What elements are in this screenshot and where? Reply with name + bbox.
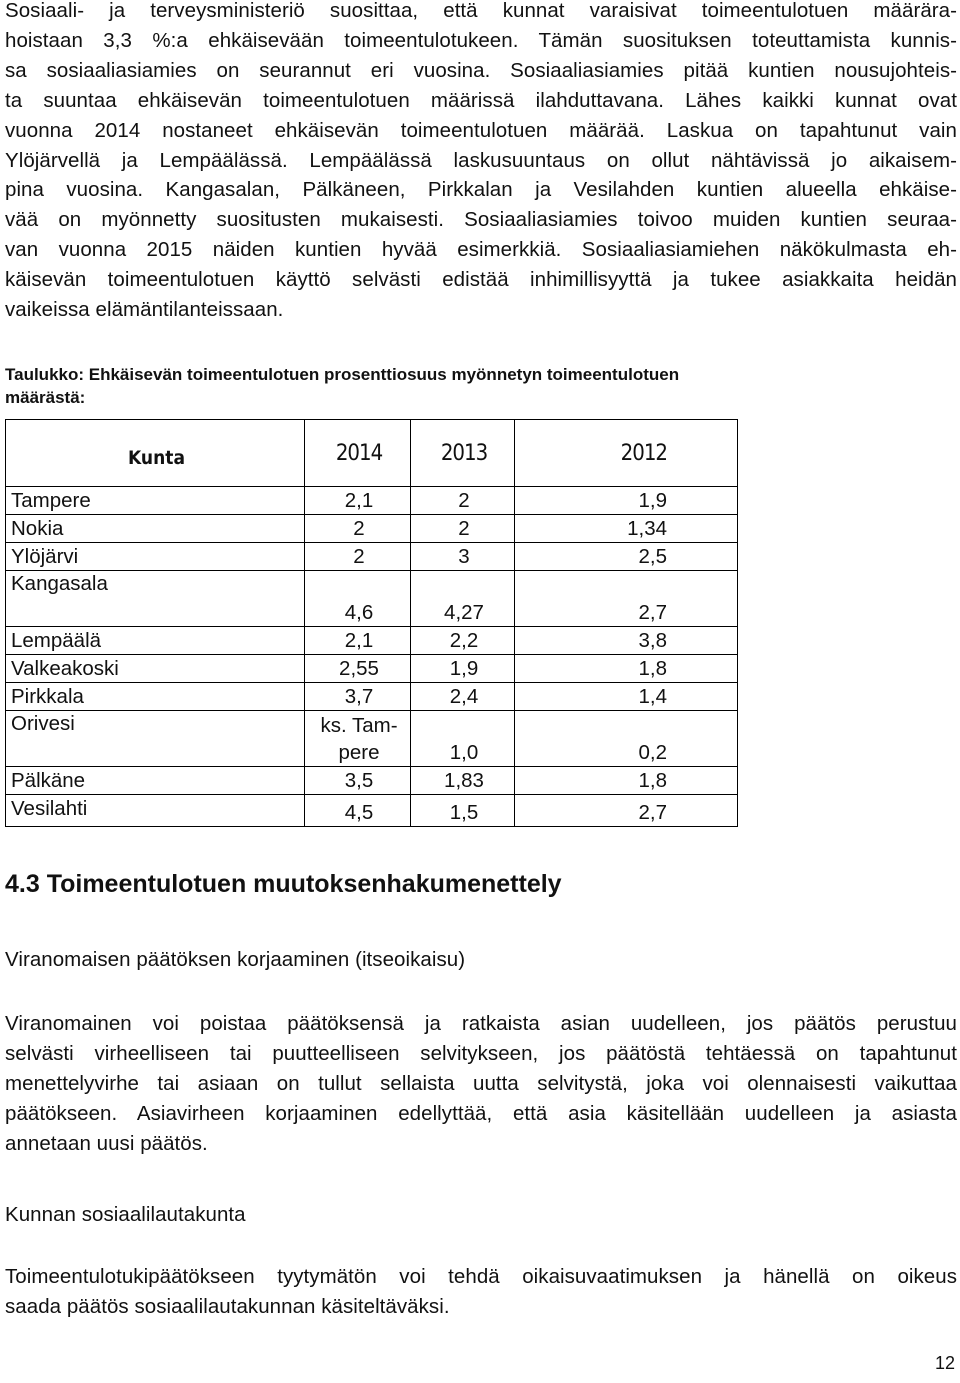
cell-2013: 2,2	[411, 627, 515, 655]
caption-line: Taulukko: Ehkäisevän toimeentulotuen prosenttiosuus myönnetyn toimeentulotuen	[5, 365, 680, 384]
cell-2013: 1,83	[411, 767, 515, 795]
cell-2013: 1,9	[411, 655, 515, 683]
cell-2012: 1,34	[515, 515, 738, 543]
cell-2014: 2,55	[305, 655, 411, 683]
cell-kunta: Tampere	[6, 487, 305, 515]
cell-2013: 2,4	[411, 683, 515, 711]
cell-2014	[305, 711, 411, 767]
cell-2012: 1,8	[515, 655, 738, 683]
table-row	[6, 655, 738, 683]
cell-2012: 3,8	[515, 627, 738, 655]
text-line: ta suuntaa ehkäisevän toimeentulotuen määrissä ilahduttavana. Lähes kaikki kunnat ovat	[5, 88, 957, 112]
cell-kunta: Nokia	[6, 515, 305, 543]
data-table-container	[5, 419, 738, 827]
table-row	[6, 571, 738, 627]
page-number: 12	[935, 1353, 956, 1373]
subheading-social-board: Kunnan sosiaalilautakunta	[5, 1203, 246, 1226]
text-line: vää on myönnetty suositusten mukaisesti. Sosiaaliasiamies toivoo muiden kuntien seuraa-	[5, 208, 957, 232]
cell-2014: 3,5	[305, 767, 411, 795]
cell-2012: 0,2	[515, 711, 738, 767]
cell-kunta: Lempäälä	[6, 627, 305, 655]
cell-2013: 1,5	[411, 795, 515, 827]
text-line: päätökseen. Asiavirheen korjaaminen edellyttää, että asia käsitellään uudelleen ja asiasta	[5, 1101, 957, 1125]
cell-2012: 1,9	[515, 487, 738, 515]
text-line: Viranomainen voi poistaa päätöksensä ja ratkaista asian uudelleen, jos päätös perustuu	[5, 1012, 957, 1035]
text-line: käisevän toimeentulotuen käyttö selvästi edistää inhimillisyyttä ja tukee asiakkaita heidän	[5, 268, 957, 292]
header-2013: 2013	[411, 420, 515, 487]
table-row	[6, 627, 738, 655]
prevention-support-table	[5, 419, 738, 827]
subheading-self-correction: Viranomaisen päätöksen korjaaminen (itseoikaisu)	[5, 948, 466, 971]
text-line: van vuonna 2015 näiden kuntien hyvää esimerkkiä. Sosiaaliasiamiehen näkökulmasta eh-	[5, 238, 957, 262]
header-2012: 2012	[515, 420, 738, 487]
cell-2014: 2,1	[305, 627, 411, 655]
cell-2014-line: ks. Tam-	[320, 714, 398, 737]
intro-paragraph	[5, 0, 957, 325]
text-line: Ylöjärvellä ja Lempäälässä. Lempäälässä laskusuuntaus on ollut nähtävissä jo aikaisem-	[5, 148, 957, 172]
cell-kunta: Valkeakoski	[6, 655, 305, 683]
cell-2014: 4,5	[305, 795, 411, 827]
cell-kunta: Kangasala	[6, 571, 305, 627]
text-line: saada päätös sosiaalilautakunnan käsiteltäväksi.	[5, 1294, 450, 1318]
table-caption	[5, 363, 905, 409]
cell-kunta: Orivesi	[6, 711, 305, 767]
text-line: Sosiaali- ja terveysministeriö suosittaa, että kunnat varaisivat toimeentulotuen määrära-	[5, 0, 957, 22]
cell-kunta: Pirkkala	[6, 683, 305, 711]
cell-2014: 3,7	[305, 683, 411, 711]
table-row	[6, 683, 738, 711]
text-line: pina vuosina. Kangasalan, Pälkäneen, Pirkkalan ja Vesilahden kuntien alueella ehkäise-	[5, 178, 957, 202]
cell-kunta: Ylöjärvi	[6, 543, 305, 571]
table-row	[6, 711, 738, 767]
cell-2013: 2	[411, 515, 515, 543]
cell-2014: 2,1	[305, 487, 411, 515]
text-line: menettelyvirhe tai asiaan on tullut sellaista uutta selvitystä, joka voi olennaisesti vaikuttaa	[5, 1071, 957, 1095]
self-correction-paragraph	[5, 1009, 957, 1159]
social-board-paragraph	[5, 1262, 957, 1322]
text-line: vaikeissa elämäntilanteissaan.	[5, 298, 284, 322]
cell-2012: 1,8	[515, 767, 738, 795]
text-line: sa sosiaaliasiamies on seurannut eri vuosina. Sosiaaliasiamies pitää kuntien nousujohteis-	[5, 58, 957, 82]
text-line: Toimeentulotukipäätökseen tyytymätön voi tehdä oikaisuvaatimuksen ja hänellä on oikeus	[5, 1265, 957, 1288]
cell-2013: 1,0	[411, 711, 515, 767]
section-heading: 4.3 Toimeentulotuen muutoksenhakumenettely	[5, 870, 562, 898]
table-row	[6, 543, 738, 571]
table-row	[6, 515, 738, 543]
cell-2012: 1,4	[515, 683, 738, 711]
cell-2013: 3	[411, 543, 515, 571]
cell-2012: 2,7	[515, 571, 738, 627]
text-line: vuonna 2014 nostaneet ehkäisevän toimeentulotuen määrää. Laskua on tapahtunut vain	[5, 118, 957, 142]
cell-2014: 4,6	[305, 571, 411, 627]
cell-2014: 2	[305, 515, 411, 543]
text-line: hoistaan 3,3 %:a ehkäisevään toimeentulotukeen. Tämän suosituksen toteuttamista kunnis-	[5, 28, 957, 52]
cell-kunta: Vesilahti	[6, 795, 305, 827]
text-line: selvästi virheelliseen tai puutteelliseen selvitykseen, jos päätöstä tehtäessä on tapahtunut	[5, 1041, 957, 1065]
cell-kunta: Pälkäne	[6, 767, 305, 795]
cell-2014-line: pere	[338, 741, 380, 764]
header-kunta: Kunta	[6, 420, 305, 487]
caption-line: määrästä:	[5, 388, 86, 407]
table-header-row	[6, 420, 738, 487]
cell-2012: 2,5	[515, 543, 738, 571]
cell-2013: 4,27	[411, 571, 515, 627]
text-line: annetaan uusi päätös.	[5, 1131, 208, 1155]
table-row	[6, 767, 738, 795]
table-row	[6, 487, 738, 515]
cell-2012: 2,7	[515, 795, 738, 827]
cell-2013: 2	[411, 487, 515, 515]
table-row	[6, 795, 738, 827]
header-2014: 2014	[305, 420, 411, 487]
cell-2014: 2	[305, 543, 411, 571]
